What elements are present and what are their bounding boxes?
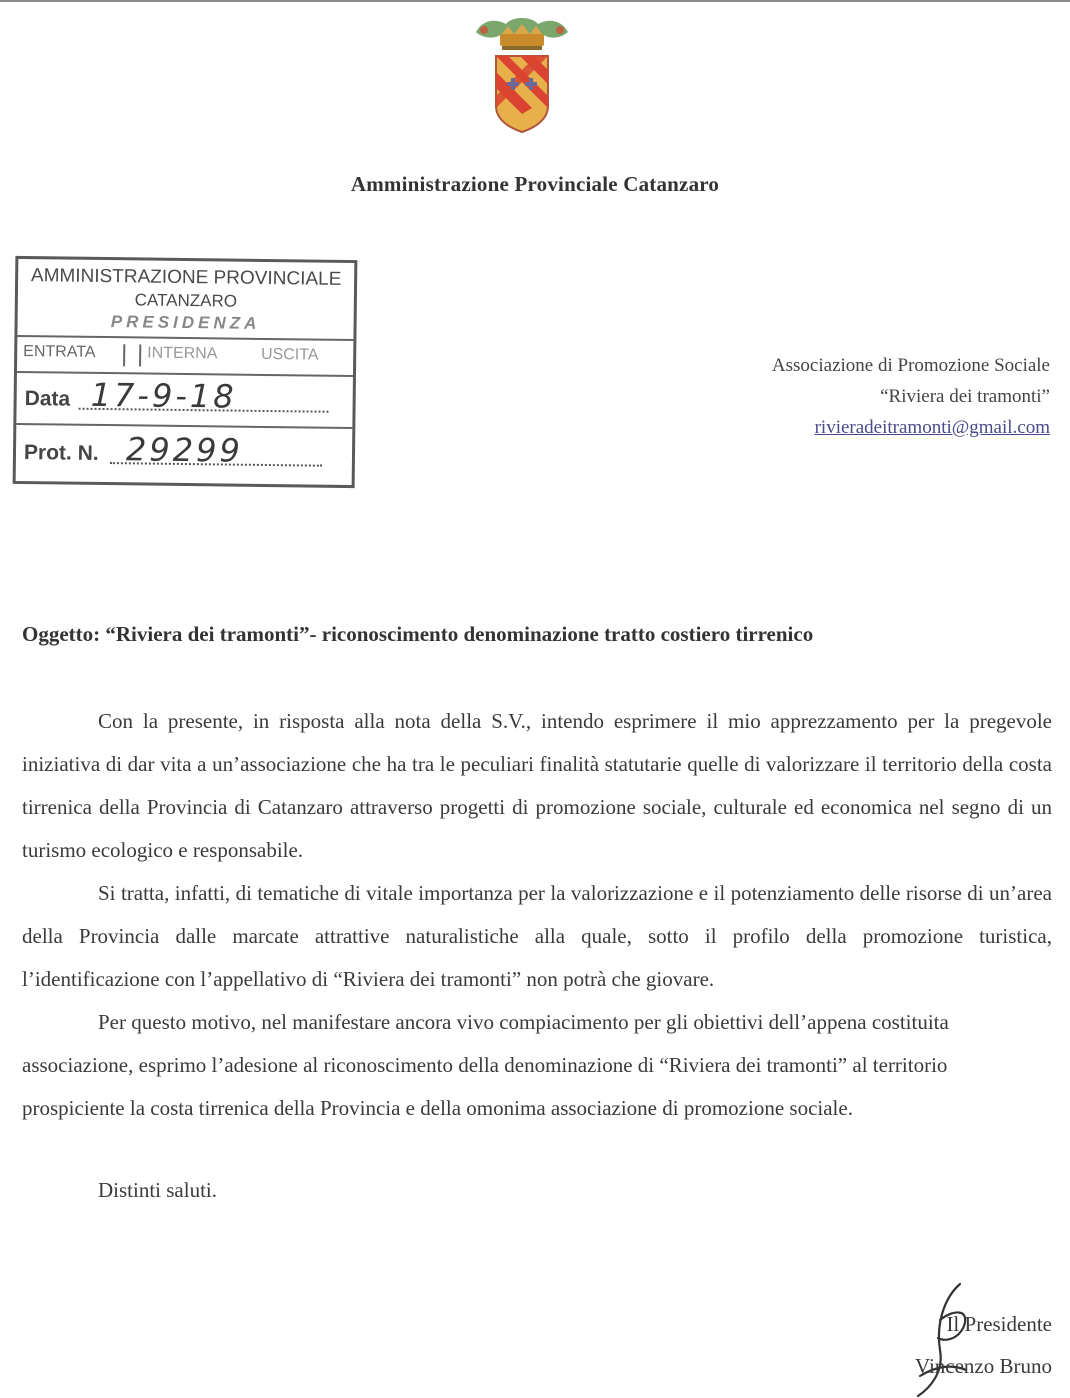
signature-name: Vincenzo Bruno (915, 1354, 1052, 1378)
organization-title: Amministrazione Provinciale Catanzaro (350, 172, 720, 196)
stamp-date-value: 17-9-18 (90, 375, 237, 416)
signature-title: Il Presidente (946, 1312, 1052, 1336)
subject-line: Oggetto: “Riviera dei tramonti”- riconoscimento denominazione tratto costiero tirrenico (22, 622, 814, 646)
stamp-prot-row (16, 425, 353, 481)
top-border (0, 0, 1070, 2)
stamp-prot-label: Prot. N. (23, 441, 99, 465)
protocol-stamp (13, 256, 358, 488)
body-paragraph-2: Si tratta, infatti, di tematiche di vitale importanza per la valorizzazione e il potenziamento delle risorse di un’area della Provincia dalle marcate attrattive naturalistiche alla quale, sotto il profilo della promozione turistica, l’identificazione con l’appellativo di “Riviera dei tramonti” non potrà che giovare. (22, 881, 1052, 991)
stamp-interna: INTERNA (147, 344, 217, 363)
handwritten-signature (900, 1280, 980, 1398)
recipient-email-link[interactable]: rivieradeitramonti@gmail.com (814, 417, 1050, 438)
stamp-date-label: Data (24, 387, 71, 411)
stamp-line-1: AMMINISTRAZIONE PROVINCIALE (30, 265, 342, 290)
stamp-interna-uscita (139, 344, 347, 369)
stamp-uscita: USCITA (260, 345, 319, 364)
recipient-block (772, 350, 1050, 443)
stamp-date-row (16, 371, 353, 429)
letter-body (22, 700, 1052, 1130)
closing-salutation: Distinti saluti. (98, 1178, 218, 1202)
stamp-line-3: PRESIDENZA (110, 312, 261, 333)
recipient-line-2: “Riviera dei tramonti” (880, 386, 1050, 407)
stamp-prot-value: 29299 (125, 430, 244, 470)
coat-of-arms-icon (462, 10, 582, 135)
body-paragraph-1: Con la presente, in risposta alla nota della S.V., intendo esprimere il mio apprezzamento per la pregevole iniziativa di dar vita a un’associazione che ha tra le peculiari finalità statutarie quelle di valorizzare il territorio della costa tirrenica della Provincia di Catanzaro attraverso progetti di promozione sociale, culturale ed economica nel segno di un turismo ecologico e responsabile. (22, 709, 1052, 862)
stamp-entrata: ENTRATA (23, 343, 125, 366)
stamp-line-2: CATANZARO (134, 290, 238, 311)
recipient-line-1: Associazione di Promozione Sociale (771, 355, 1050, 376)
body-paragraph-3: Per questo motivo, nel manifestare ancora vivo compiacimento per gli obiettivi dell’appena costituita associazione, esprimo l’adesione al riconoscimento della denominazione di “Riviera dei tramonti” al territorio prospiciente la costa tirrenica della Provincia e della omonima associazione di promozione sociale. (22, 1010, 949, 1120)
